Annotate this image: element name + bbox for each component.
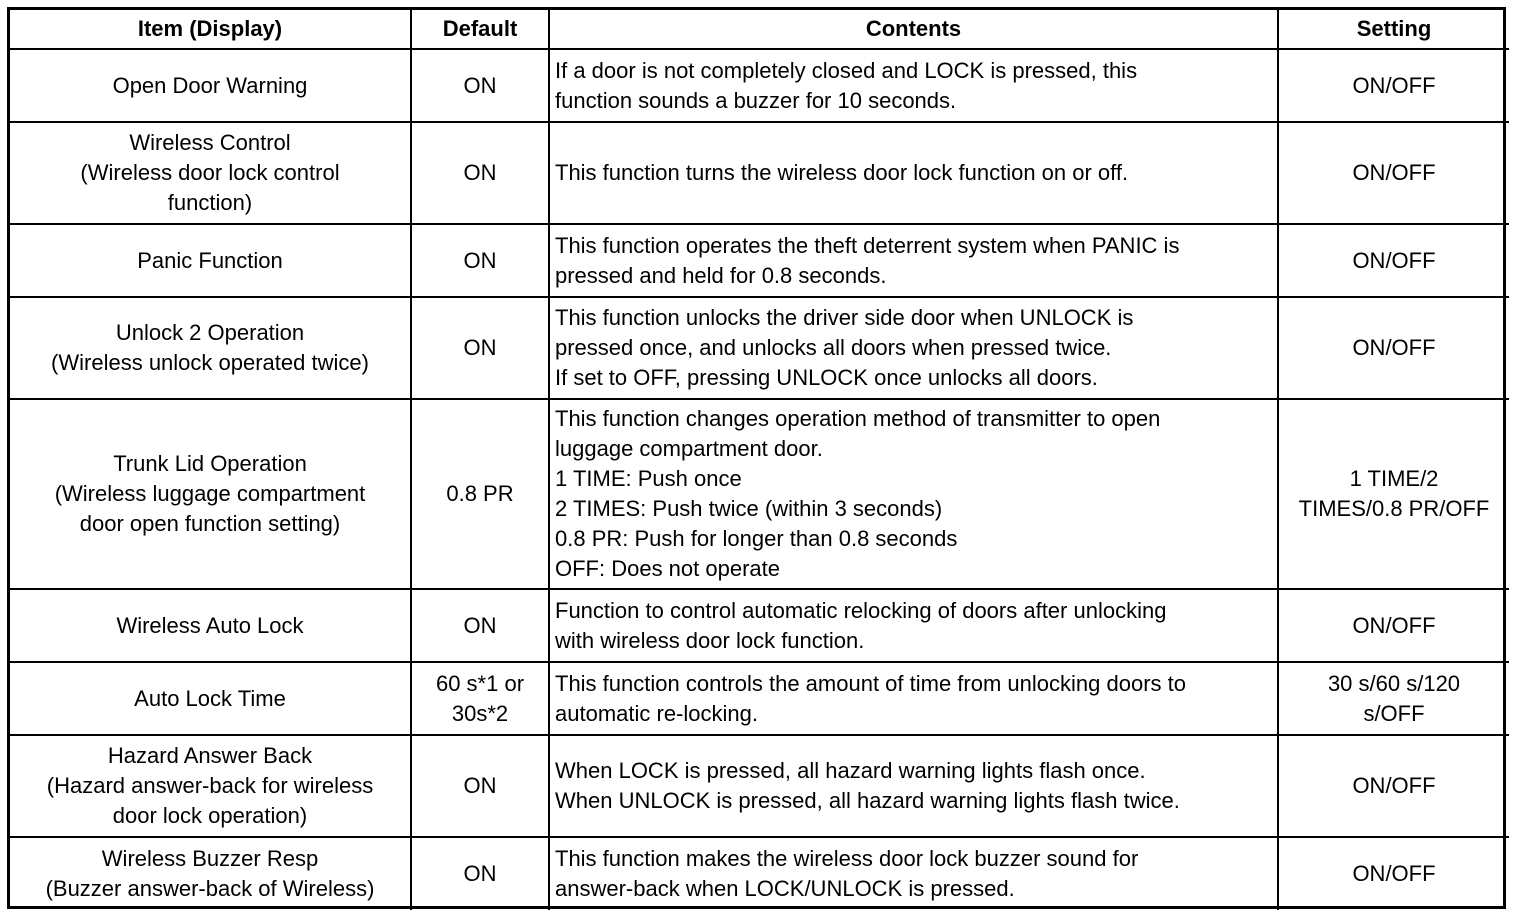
item-cell bbox=[10, 49, 411, 122]
contents-line: function sounds a buzzer for 10 seconds. bbox=[555, 87, 957, 113]
default-cell bbox=[411, 49, 549, 122]
contents-line: 0.8 PR: Push for longer than 0.8 seconds bbox=[555, 526, 958, 551]
contents-cell bbox=[549, 837, 1278, 910]
setting-line: TIMES/0.8 PR/OFF bbox=[1298, 496, 1490, 521]
contents-line: If a door is not completely closed and LOCK is pressed, this bbox=[555, 57, 1138, 83]
table-row bbox=[10, 122, 1509, 224]
contents-cell bbox=[549, 122, 1278, 224]
contents-line: answer-back when LOCK/UNLOCK is pressed. bbox=[555, 876, 1015, 901]
default-cell bbox=[411, 735, 549, 837]
default-cell bbox=[411, 589, 549, 662]
setting-line: 1 TIME/2 bbox=[1349, 466, 1439, 491]
item-cell bbox=[10, 589, 411, 662]
table-row bbox=[10, 735, 1509, 837]
default-cell bbox=[411, 297, 549, 399]
contents-line: with wireless door lock function. bbox=[555, 627, 865, 653]
contents-cell bbox=[549, 297, 1278, 399]
item-cell bbox=[10, 122, 411, 224]
setting-line: ON/OFF bbox=[1352, 861, 1436, 886]
item-cell bbox=[10, 297, 411, 399]
setting-line: ON/OFF bbox=[1352, 335, 1436, 360]
header-contents: Contents bbox=[549, 10, 1278, 49]
item-line: (Wireless unlock operated twice) bbox=[51, 350, 369, 375]
contents-line: luggage compartment door. bbox=[555, 436, 823, 461]
item-cell bbox=[10, 399, 411, 589]
item-cell bbox=[10, 224, 411, 297]
table-row bbox=[10, 224, 1509, 297]
default-line: ON bbox=[463, 247, 497, 273]
contents-line: pressed and held for 0.8 seconds. bbox=[555, 262, 887, 288]
item-line: Unlock 2 Operation bbox=[115, 320, 305, 345]
default-line: ON bbox=[463, 160, 497, 185]
contents-cell bbox=[549, 224, 1278, 297]
settings-table bbox=[10, 10, 1509, 910]
setting-cell bbox=[1278, 735, 1509, 837]
item-line: Wireless Control bbox=[129, 130, 291, 155]
default-line: ON bbox=[463, 612, 497, 638]
default-cell bbox=[411, 122, 549, 224]
contents-line: Function to control automatic relocking of doors after unlocking bbox=[555, 597, 1167, 623]
contents-line: pressed once, and unlocks all doors when pressed twice. bbox=[555, 335, 1112, 360]
item-line: Hazard Answer Back bbox=[107, 743, 313, 768]
default-line: ON bbox=[463, 861, 497, 886]
item-line: Auto Lock Time bbox=[134, 685, 286, 711]
item-line: Wireless Auto Lock bbox=[116, 612, 304, 638]
contents-cell bbox=[549, 399, 1278, 589]
setting-line: s/OFF bbox=[1363, 700, 1425, 726]
item-cell bbox=[10, 735, 411, 837]
table-body bbox=[10, 49, 1509, 910]
contents-line: When UNLOCK is pressed, all hazard warning lights flash twice. bbox=[555, 788, 1180, 813]
item-line: (Wireless luggage compartment bbox=[54, 481, 366, 506]
default-line: ON bbox=[463, 335, 497, 360]
setting-line: ON/OFF bbox=[1352, 160, 1436, 185]
contents-line: OFF: Does not operate bbox=[555, 556, 780, 581]
setting-cell bbox=[1278, 297, 1509, 399]
setting-line: 30 s/60 s/120 bbox=[1327, 670, 1461, 696]
default-cell bbox=[411, 662, 549, 735]
item-line: Trunk Lid Operation bbox=[113, 451, 307, 476]
item-line: Panic Function bbox=[137, 247, 283, 273]
item-line: Open Door Warning bbox=[112, 72, 308, 98]
default-line: 0.8 PR bbox=[446, 481, 514, 506]
setting-cell bbox=[1278, 837, 1509, 910]
setting-cell bbox=[1278, 589, 1509, 662]
contents-line: This function turns the wireless door lock function on or off. bbox=[555, 160, 1129, 185]
setting-cell bbox=[1278, 122, 1509, 224]
contents-line: 2 TIMES: Push twice (within 3 seconds) bbox=[555, 496, 943, 521]
setting-line: ON/OFF bbox=[1352, 72, 1436, 98]
header-setting: Setting bbox=[1278, 10, 1509, 49]
table-row bbox=[10, 662, 1509, 735]
setting-line: ON/OFF bbox=[1352, 247, 1436, 273]
setting-line: ON/OFF bbox=[1352, 773, 1436, 798]
header-default: Default bbox=[411, 10, 549, 49]
default-line: 30s*2 bbox=[451, 700, 509, 726]
contents-cell bbox=[549, 589, 1278, 662]
contents-cell bbox=[549, 662, 1278, 735]
setting-cell bbox=[1278, 399, 1509, 589]
item-line: (Buzzer answer-back of Wireless) bbox=[45, 876, 375, 901]
contents-line: This function unlocks the driver side door when UNLOCK is bbox=[555, 305, 1134, 330]
item-line: door lock operation) bbox=[112, 803, 308, 828]
setting-cell bbox=[1278, 49, 1509, 122]
default-line: ON bbox=[463, 773, 497, 798]
table-row bbox=[10, 49, 1509, 122]
item-line: function) bbox=[167, 190, 253, 215]
table-row bbox=[10, 589, 1509, 662]
item-cell bbox=[10, 837, 411, 910]
contents-line: If set to OFF, pressing UNLOCK once unlocks all doors. bbox=[555, 365, 1098, 390]
table-row bbox=[10, 297, 1509, 399]
table-row bbox=[10, 399, 1509, 589]
default-line: ON bbox=[463, 72, 497, 98]
item-cell bbox=[10, 662, 411, 735]
contents-line: This function operates the theft deterrent system when PANIC is bbox=[555, 232, 1180, 258]
table-header-row bbox=[10, 10, 1509, 49]
default-cell bbox=[411, 224, 549, 297]
default-cell bbox=[411, 837, 549, 910]
item-line: (Hazard answer-back for wireless bbox=[46, 773, 374, 798]
default-line: 60 s*1 or bbox=[435, 670, 525, 696]
item-line: door open function setting) bbox=[79, 511, 341, 536]
contents-cell bbox=[549, 735, 1278, 837]
contents-line: This function changes operation method of transmitter to open bbox=[555, 406, 1161, 431]
contents-line: 1 TIME: Push once bbox=[555, 466, 742, 491]
default-cell bbox=[411, 399, 549, 589]
contents-line: This function makes the wireless door lock buzzer sound for bbox=[555, 846, 1139, 871]
setting-cell bbox=[1278, 662, 1509, 735]
contents-cell bbox=[549, 49, 1278, 122]
item-line: (Wireless door lock control bbox=[80, 160, 340, 185]
item-line: Wireless Buzzer Resp bbox=[101, 846, 319, 871]
contents-line: This function controls the amount of time from unlocking doors to bbox=[555, 670, 1186, 696]
setting-line: ON/OFF bbox=[1352, 612, 1436, 638]
settings-table-frame bbox=[7, 7, 1506, 909]
table-row bbox=[10, 837, 1509, 910]
setting-cell bbox=[1278, 224, 1509, 297]
contents-line: automatic re-locking. bbox=[555, 700, 758, 726]
contents-line: When LOCK is pressed, all hazard warning lights flash once. bbox=[555, 758, 1146, 783]
header-item: Item (Display) bbox=[10, 10, 411, 49]
